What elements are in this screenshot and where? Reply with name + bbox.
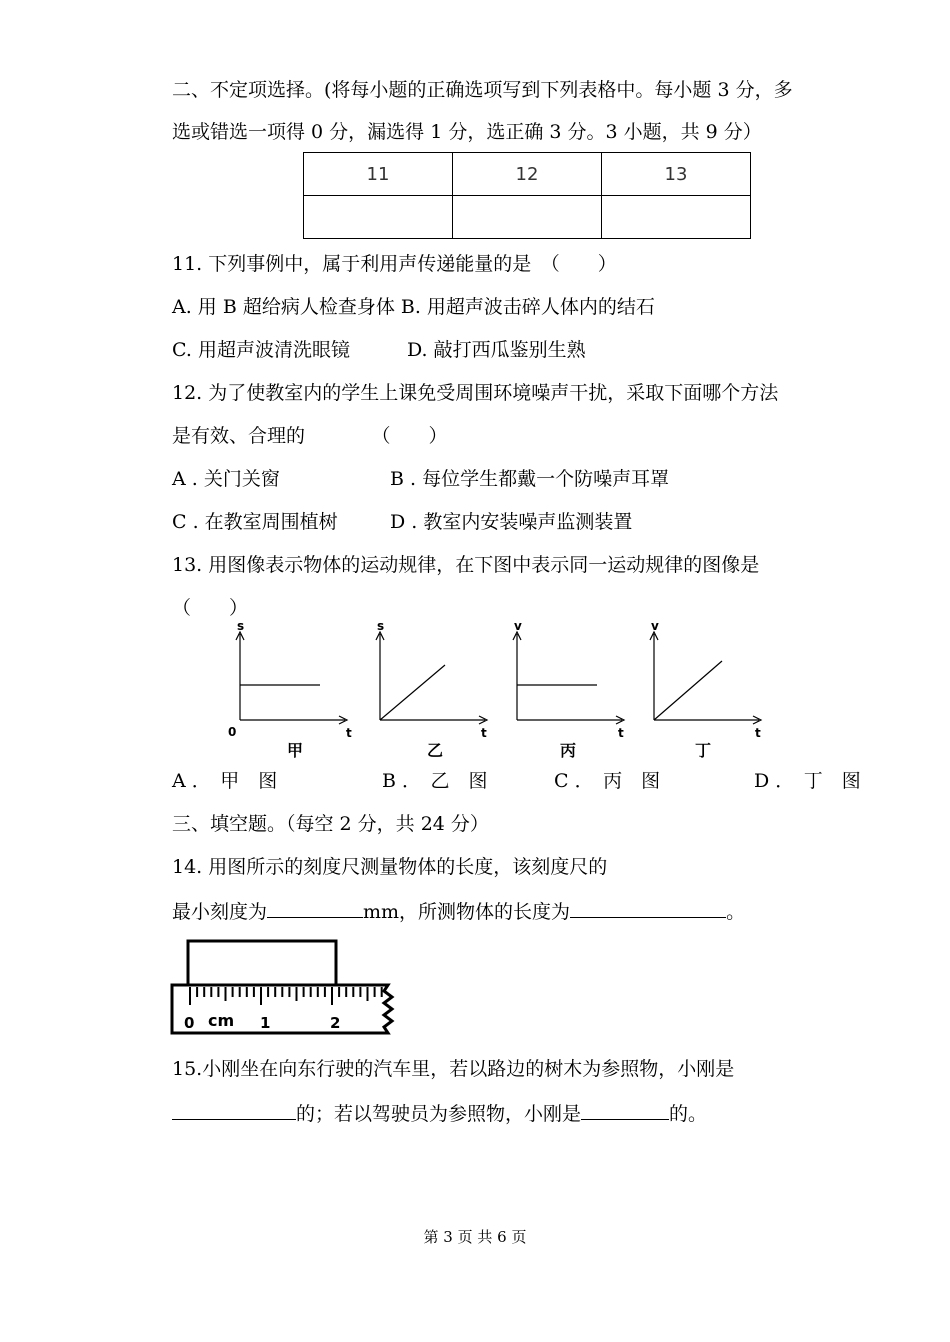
q14-line1: 14. 用图所示的刻度尺测量物体的长度，该刻度尺的 (172, 856, 608, 878)
q12-stem-line2: 是有效、合理的 （ ） (172, 425, 448, 447)
answer-cell-11[interactable] (304, 196, 453, 239)
q15-line1: 15.小刚坐在向东行驶的汽车里，若以路边的树木为参照物，小刚是 (172, 1058, 735, 1080)
graph-bing-xlabel: t (618, 726, 624, 740)
q14-text-end: 。 (726, 901, 746, 923)
q15-line2 (172, 1099, 707, 1127)
graph-jia-ylabel: s (237, 620, 245, 633)
page-footer: 第 3 页 共 6 页 (423, 1228, 527, 1246)
ruler-unit: cm (208, 1011, 235, 1030)
q11-stem: 11. 下列事例中，属于利用声传递能量的是 （ ） (172, 253, 617, 275)
q12-options-row1 (172, 466, 669, 492)
q13-option-d: D ． 丁 图 (754, 770, 861, 792)
measured-object (188, 941, 336, 985)
graph-jia-origin: 0 (228, 725, 237, 739)
q12-stem-line1: 12. 为了使教室内的学生上课免受周围环境噪声干扰，采取下面哪个方法 (172, 382, 779, 404)
q14-ruler-figure (168, 935, 403, 1040)
q15-text-end: 的。 (669, 1103, 708, 1125)
graph-yi-xlabel: t (481, 726, 487, 740)
answer-cell-13[interactable] (602, 196, 751, 239)
q12-option-d: D . 教室内安装噪声监测装置 (390, 511, 633, 533)
ruler-label-1: 1 (260, 1014, 271, 1032)
graph-ding-xlabel: t (755, 726, 761, 740)
graph-yi-ylabel: s (377, 620, 385, 633)
q13-stem-line1: 13. 用图像表示物体的运动规律，在下图中表示同一运动规律的图像是 (172, 554, 760, 576)
graph-ding-caption: 丁 (695, 741, 712, 760)
q13-stem-line2: （ ） (172, 597, 249, 619)
section2-heading-line1: 二、不定项选择。(将每小题的正确选项写到下列表格中。每小题 3 分，多 (172, 79, 793, 101)
q14-blank-length[interactable] (570, 897, 726, 918)
answer-table-answer-row (304, 196, 751, 239)
q14-text-min-scale: 最小刻度为 (172, 901, 268, 923)
q12-options-row2 (172, 509, 632, 535)
answer-header-13: 13 (602, 153, 751, 196)
q13-options-row (172, 768, 861, 794)
q13-option-a: A ． 甲 图 (172, 770, 278, 792)
answer-header-11: 11 (304, 153, 453, 196)
q14-blank-min-scale[interactable] (267, 897, 363, 918)
answer-cell-12[interactable] (453, 196, 602, 239)
section3-heading: 三、填空题。（每空 2 分，共 24 分） (172, 813, 489, 835)
answer-table (303, 152, 751, 239)
q11-options-row2: C. 用超声波清洗眼镜 D. 敲打西瓜鉴别生熟 (172, 339, 586, 361)
q12-option-a: A . 关门关窗 (172, 468, 280, 490)
graph-bing-caption: 丙 (560, 741, 577, 760)
q13-motion-graphs (205, 620, 795, 762)
graph-jia-xlabel: t (346, 726, 352, 740)
graph-ding-line (654, 661, 722, 720)
graph-ding-ylabel: v (651, 620, 659, 633)
q13-option-c: C ． 丙 图 (554, 770, 661, 792)
ruler-label-0: 0 (184, 1014, 195, 1032)
q15-text-driver: 的；若以驾驶员为参照物，小刚是 (296, 1103, 582, 1125)
q12-option-b: B . 每位学生都戴一个防噪声耳罩 (390, 468, 670, 490)
section2-heading-line2: 选或错选一项得 0 分，漏选得 1 分，选正确 3 分。3 小题，共 9 分） (172, 121, 762, 143)
ruler-label-2: 2 (330, 1014, 341, 1032)
q11-options-row1: A. 用 B 超给病人检查身体 B. 用超声波击碎人体内的结石 (172, 296, 655, 318)
answer-header-12: 12 (453, 153, 602, 196)
answer-table-header-row (304, 153, 751, 196)
q15-blank-trees[interactable] (172, 1099, 296, 1120)
graph-bing-ylabel: v (514, 620, 522, 633)
q14-text-length: mm，所测物体的长度为 (363, 901, 571, 923)
q13-option-b: B ． 乙 图 (382, 770, 488, 792)
q12-option-c: C . 在教室周围植树 (172, 511, 338, 533)
graph-yi-line (380, 665, 445, 720)
graph-yi-caption: 乙 (427, 741, 444, 760)
q14-line2 (172, 897, 745, 925)
graph-jia-caption: 甲 (287, 741, 304, 760)
q15-blank-driver[interactable] (581, 1099, 669, 1120)
